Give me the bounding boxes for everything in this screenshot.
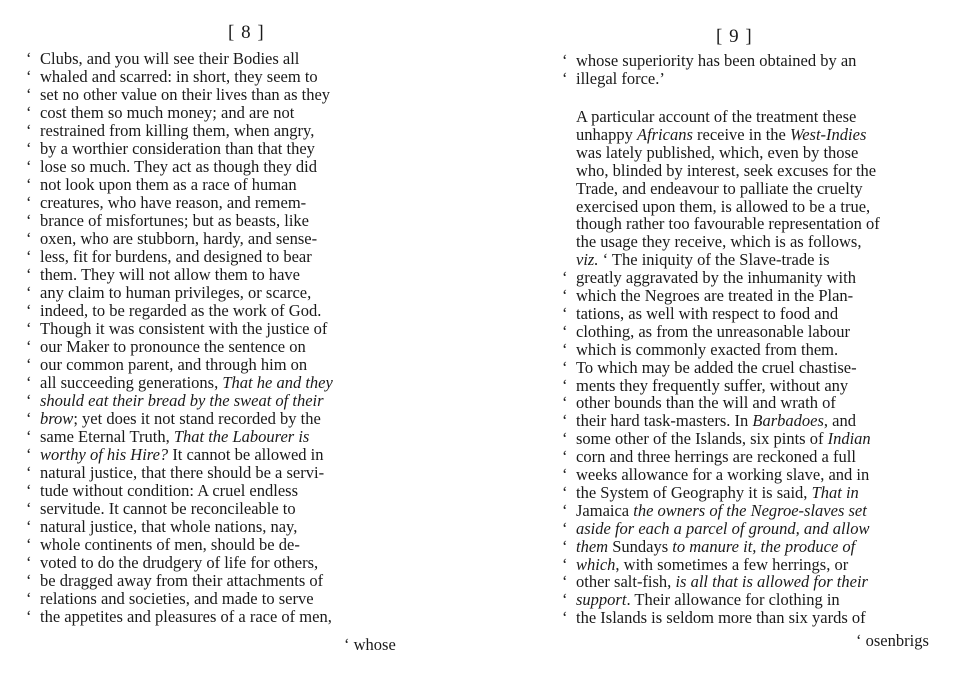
line-text <box>576 394 836 412</box>
text-line <box>26 158 414 176</box>
line-text <box>40 140 315 158</box>
line-text <box>576 70 665 88</box>
quote-mark: ‘ <box>26 553 32 572</box>
text-span: the Islands is seldom more than six yards of <box>576 608 866 628</box>
quote-mark: ‘ <box>26 463 32 482</box>
text-line <box>562 412 956 430</box>
text-line <box>562 520 956 538</box>
line-text <box>576 269 856 287</box>
italic-span: to manure it, the produce of <box>672 536 856 556</box>
italic-span: should eat their bread by the sweat of their <box>40 391 324 410</box>
text-span: Clubs, and you will see their Bodies all <box>40 49 300 68</box>
quote-mark: ‘ <box>562 375 568 395</box>
catchword: ‘ osenbrigs <box>856 631 929 650</box>
line-text <box>40 266 300 284</box>
text-span: the appetites and pleasures of a race of men, <box>40 607 332 626</box>
line-text <box>576 233 861 251</box>
quote-mark: ‘ <box>562 447 568 467</box>
line-text <box>40 572 323 590</box>
line-text <box>576 520 869 538</box>
text-span: brance of misfortunes; but as beasts, like <box>40 211 309 230</box>
text-line <box>26 230 414 248</box>
text-line <box>26 374 414 392</box>
line-text <box>40 500 296 518</box>
text-span: restrained from killing them, when angry, <box>40 121 315 140</box>
line-text <box>40 410 321 428</box>
text-span: cost them so much money; and are not <box>40 103 295 122</box>
quote-mark: ‘ <box>562 518 568 538</box>
italic-span: brow <box>40 409 74 428</box>
text-line <box>562 591 956 609</box>
text-span: natural justice, that whole nations, nay, <box>40 517 298 536</box>
text-span: natural justice, that there should be a servi- <box>40 463 325 482</box>
line-text <box>576 430 871 448</box>
text-span: tations, as well with respect to food and <box>576 303 839 323</box>
quote-mark: ‘ <box>562 536 568 556</box>
text-line <box>576 162 956 180</box>
quote-mark: ‘ <box>26 337 32 356</box>
text-line <box>26 176 414 194</box>
text-line <box>562 448 956 466</box>
text-span: It cannot be allowed in <box>168 445 324 464</box>
line-text <box>40 320 327 338</box>
quote-mark: ‘ <box>562 482 568 502</box>
line-text <box>40 590 314 608</box>
line-text <box>576 466 869 484</box>
quote-mark: ‘ <box>26 481 32 500</box>
page-number: [ 8 ] <box>228 22 265 43</box>
quote-mark: ‘ <box>562 500 568 520</box>
quote-mark: ‘ <box>562 393 568 413</box>
text-line <box>26 464 414 482</box>
quote-mark: ‘ <box>26 211 32 230</box>
italic-span: them <box>576 536 609 556</box>
quote-mark: ‘ <box>26 373 32 392</box>
line-text <box>40 518 297 536</box>
line-text <box>576 198 870 216</box>
quote-mark: ‘ <box>26 229 32 248</box>
text-span: by a worthier consideration than that they <box>40 139 315 158</box>
line-text <box>576 556 848 574</box>
quote-mark: ‘ <box>562 590 568 610</box>
italic-span: That he and they <box>222 373 333 392</box>
italic-span: That the Labourer is <box>173 427 310 446</box>
quote-mark: ‘ <box>26 103 32 122</box>
text-line <box>26 122 414 140</box>
quote-mark: ‘ <box>562 572 568 592</box>
italic-span: support <box>576 590 627 610</box>
line-text <box>40 482 298 500</box>
line-text <box>40 536 300 554</box>
text-line <box>562 394 956 412</box>
line-text <box>40 86 330 104</box>
quote-mark: ‘ <box>26 607 32 626</box>
quote-mark: ‘ <box>26 589 32 608</box>
text-line <box>26 338 414 356</box>
quote-mark: ‘ <box>26 157 32 176</box>
text-span: receive in the <box>692 124 790 144</box>
line-text <box>576 108 856 126</box>
quote-mark: ‘ <box>562 51 568 70</box>
text-span: all succeeding generations, <box>40 373 223 392</box>
text-span: oxen, who are stubborn, hardy, and sense- <box>40 229 318 248</box>
line-text <box>576 52 856 70</box>
text-span: any claim to human privileges, or scarce, <box>40 283 312 302</box>
line-text <box>576 573 868 591</box>
quote-mark: ‘ <box>26 427 32 446</box>
text-line <box>26 446 414 464</box>
right-page <box>490 0 980 674</box>
text-line <box>562 341 956 359</box>
line-text <box>40 428 309 446</box>
text-line <box>576 233 956 251</box>
text-span: , and <box>823 411 856 431</box>
line-text <box>576 538 855 556</box>
text-line <box>26 590 414 608</box>
text-line <box>26 302 414 320</box>
line-text <box>576 341 838 359</box>
text-line <box>26 86 414 104</box>
text-line <box>576 180 956 198</box>
quote-mark: ‘ <box>562 429 568 449</box>
text-line <box>26 356 414 374</box>
text-line <box>576 144 956 162</box>
text-line <box>26 554 414 572</box>
quote-mark: ‘ <box>26 301 32 320</box>
line-text <box>576 287 853 305</box>
line-text <box>40 446 324 464</box>
line-text <box>576 305 838 323</box>
line-text <box>576 502 867 520</box>
quote-mark: ‘ <box>26 139 32 158</box>
text-span: Though it was consistent with the justice of <box>40 319 328 338</box>
line-text <box>40 284 311 302</box>
text-span: which the Negroes are treated in the Plan- <box>576 286 854 305</box>
text-span: lose so much. They act as though they did <box>40 157 317 176</box>
italic-span: viz. <box>576 250 599 270</box>
text-line <box>26 212 414 230</box>
text-line <box>562 538 956 556</box>
text-span: their hard task-masters. In <box>576 411 753 431</box>
italic-span: which <box>576 554 616 574</box>
text-span: whaled and scarred: in short, they seem to <box>40 67 318 86</box>
line-text <box>576 144 858 162</box>
line-text <box>576 126 866 144</box>
text-span: Trade, and endeavour to palliate the cruelty <box>576 178 863 198</box>
text-line <box>26 410 414 428</box>
quote-mark: ‘ <box>26 247 32 266</box>
text-line <box>562 609 956 627</box>
text-span: though rather too favourable representation of <box>576 214 880 234</box>
text-span: ments they frequently suffer, without any <box>576 375 849 395</box>
quote-mark: ‘ <box>26 535 32 554</box>
quote-mark: ‘ <box>562 303 568 323</box>
text-line <box>26 194 414 212</box>
catchword: ‘ whose <box>344 635 396 654</box>
quote-mark: ‘ <box>562 268 568 288</box>
text-line <box>26 104 414 122</box>
quote-mark: ‘ <box>562 554 568 574</box>
text-line <box>562 70 956 88</box>
italic-span: Africans <box>636 124 693 144</box>
line-text <box>576 180 863 198</box>
text-span: other bounds than the will and wrath of <box>576 393 836 413</box>
line-text <box>576 162 876 180</box>
line-text <box>576 484 859 502</box>
text-line <box>562 502 956 520</box>
text-line <box>26 266 414 284</box>
quote-mark: ‘ <box>26 355 32 374</box>
text-span: corn and three herrings are reckoned a full <box>576 447 856 467</box>
text-span: indeed, to be regarded as the work of God. <box>40 301 322 320</box>
quote-mark: ‘ <box>26 193 32 212</box>
text-span: whose superiority has been obtained by an <box>576 51 857 70</box>
text-span: who, blinded by interest, seek excuses for the <box>576 160 877 180</box>
text-line <box>26 500 414 518</box>
text-line <box>26 428 414 446</box>
text-span: unhappy <box>576 124 637 144</box>
line-text <box>40 248 312 266</box>
line-text <box>40 194 306 212</box>
text-span: . Their allowance for clothing in <box>626 590 840 610</box>
text-span: the usage they receive, which is as follows, <box>576 232 862 252</box>
text-span: relations and societies, and made to serve <box>40 589 314 608</box>
line-text <box>40 230 317 248</box>
italic-span: West-Indies <box>790 124 867 144</box>
italic-span: Indian <box>827 429 871 449</box>
quote-mark: ‘ <box>562 321 568 341</box>
text-line <box>576 198 956 216</box>
text-span: some other of the Islands, six pints of <box>576 429 828 449</box>
line-text <box>40 50 299 68</box>
quote-mark: ‘ <box>26 517 32 536</box>
line-text <box>40 608 332 626</box>
text-span: voted to do the drudgery of life for others, <box>40 553 319 572</box>
text-line <box>562 305 956 323</box>
text-span: tude without condition: A cruel endless <box>40 481 299 500</box>
text-span: servitude. It cannot be reconcileable to <box>40 499 296 518</box>
text-line <box>576 108 956 126</box>
quote-mark: ‘ <box>26 49 32 68</box>
quote-mark: ‘ <box>26 85 32 104</box>
line-text <box>576 448 856 466</box>
text-line <box>26 50 414 68</box>
italic-span: Barbadoes <box>752 411 824 431</box>
text-line <box>562 556 956 574</box>
text-span: Jamaica <box>576 500 634 520</box>
line-text <box>40 392 324 410</box>
quote-mark: ‘ <box>26 571 32 590</box>
line-text <box>40 554 318 572</box>
text-span: them. They will not allow them to have <box>40 265 300 284</box>
text-span: which is commonly exacted from them. <box>576 339 839 359</box>
quote-mark: ‘ <box>26 445 32 464</box>
line-text <box>40 302 321 320</box>
line-text <box>576 215 880 233</box>
quote-mark: ‘ <box>26 319 32 338</box>
text-line <box>562 377 956 395</box>
text-line <box>562 269 956 287</box>
text-span: other salt-fish, <box>576 572 676 592</box>
quote-mark: ‘ <box>562 339 568 359</box>
text-line <box>562 430 956 448</box>
text-line <box>26 572 414 590</box>
text-span: creatures, who have reason, and remem- <box>40 193 307 212</box>
quote-mark: ‘ <box>562 411 568 431</box>
text-span: ‘ The iniquity of the Slave-trade is <box>598 250 830 270</box>
italic-span: worthy of his Hire? <box>40 445 169 464</box>
quote-mark: ‘ <box>562 608 568 628</box>
page-number: [ 9 ] <box>716 26 753 47</box>
text-line <box>26 608 414 626</box>
text-span: clothing, as from the unreasonable labour <box>576 321 850 341</box>
quote-mark: ‘ <box>562 357 568 377</box>
quote-mark: ‘ <box>562 69 568 88</box>
line-text <box>40 212 309 230</box>
line-text <box>576 251 830 269</box>
text-line <box>576 251 956 269</box>
text-line <box>562 287 956 305</box>
text-line <box>26 248 414 266</box>
line-text <box>576 359 857 377</box>
quote-mark: ‘ <box>26 175 32 194</box>
text-line <box>562 52 956 70</box>
quote-mark: ‘ <box>26 499 32 518</box>
text-span: greatly aggravated by the inhumanity with <box>576 268 856 288</box>
text-line <box>562 323 956 341</box>
line-text <box>40 374 333 392</box>
line-text <box>576 323 850 341</box>
line-text <box>40 68 318 86</box>
text-line <box>26 518 414 536</box>
quote-mark: ‘ <box>26 391 32 410</box>
text-line <box>26 284 414 302</box>
text-line <box>562 573 956 591</box>
text-span: set no other value on their lives than as they <box>40 85 331 104</box>
quote-mark: ‘ <box>26 265 32 284</box>
text-span: whole continents of men, should be de- <box>40 535 300 554</box>
text-span: A particular account of the treatment these <box>576 107 857 126</box>
text-span: Sundays <box>608 536 673 556</box>
quote-mark: ‘ <box>26 67 32 86</box>
text-span: , with sometimes a few herrings, or <box>615 554 849 574</box>
text-span: exercised upon them, is allowed to be a true, <box>576 196 871 216</box>
text-span: be dragged away from their attachments of <box>40 571 324 590</box>
italic-span: the owners of the Negroe-slaves set <box>633 500 867 520</box>
text-span: was lately published, which, even by those <box>576 142 859 162</box>
line-text <box>40 158 317 176</box>
text-span: weeks allowance for a working slave, and in <box>576 465 870 484</box>
line-text <box>40 464 324 482</box>
text-span: To which may be added the cruel chastise- <box>576 357 857 377</box>
text-span: our common parent, and through him on <box>40 355 308 374</box>
text-line <box>562 466 956 484</box>
text-span: illegal force.’ <box>576 69 665 88</box>
text-span: less, fit for burdens, and designed to bear <box>40 247 312 266</box>
text-span: same Eternal Truth, <box>40 427 174 446</box>
line-text <box>40 338 306 356</box>
quote-mark: ‘ <box>562 286 568 305</box>
quote-mark: ‘ <box>26 121 32 140</box>
text-line <box>26 320 414 338</box>
quote-mark: ‘ <box>26 283 32 302</box>
text-line <box>562 484 956 502</box>
line-text <box>40 122 314 140</box>
line-text <box>40 176 297 194</box>
line-text <box>576 609 866 627</box>
line-text <box>576 412 856 430</box>
line-text <box>40 356 307 374</box>
text-line <box>562 359 956 377</box>
text-span: the System of Geography it is said, <box>576 482 812 502</box>
line-text <box>40 104 294 122</box>
text-span: ; yet does it not stand recorded by the <box>73 409 321 428</box>
text-line <box>26 140 414 158</box>
text-line <box>26 392 414 410</box>
line-text <box>576 591 840 609</box>
text-line <box>26 482 414 500</box>
italic-span: aside for each a parcel of ground, and allow <box>576 518 870 538</box>
line-text <box>576 377 848 395</box>
text-line <box>576 126 956 144</box>
text-line <box>576 215 956 233</box>
text-line <box>26 68 414 86</box>
italic-span: That in <box>811 482 859 502</box>
text-line <box>26 536 414 554</box>
text-span: not look upon them as a race of human <box>40 175 297 194</box>
italic-span: is all that is allowed for their <box>675 572 868 592</box>
quote-mark: ‘ <box>26 409 32 428</box>
text-span: our Maker to pronounce the sentence on <box>40 337 306 356</box>
quote-mark: ‘ <box>562 465 568 484</box>
